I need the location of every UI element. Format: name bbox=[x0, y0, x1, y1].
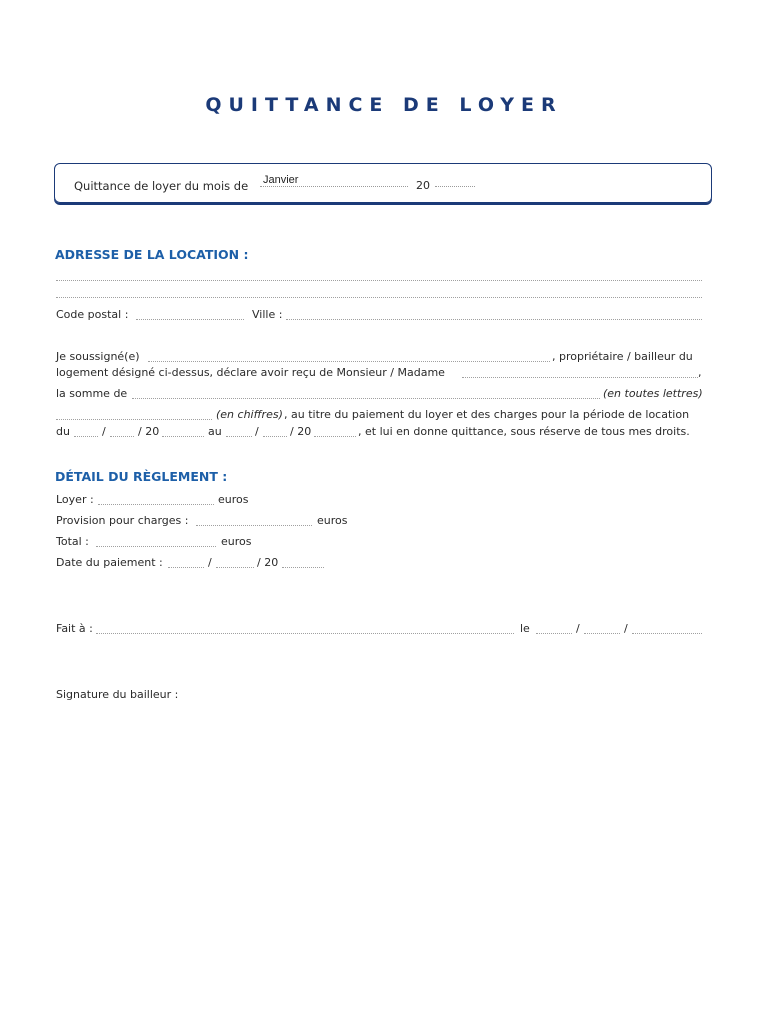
from-day-field[interactable] bbox=[74, 436, 98, 437]
from-year-prefix: / 20 bbox=[138, 425, 160, 438]
to-day-field[interactable] bbox=[226, 436, 252, 437]
city-field[interactable] bbox=[286, 319, 702, 320]
period-from-label: du bbox=[56, 425, 70, 438]
month-field-dots bbox=[260, 186, 408, 187]
total-currency: euros bbox=[221, 535, 252, 548]
charges-currency: euros bbox=[317, 514, 348, 527]
rent-currency: euros bbox=[218, 493, 249, 506]
charges-field[interactable] bbox=[196, 525, 312, 526]
comma: , bbox=[698, 366, 702, 379]
made-on-label: le bbox=[520, 622, 530, 635]
payment-year-field[interactable] bbox=[282, 567, 324, 568]
charges-label: Provision pour charges : bbox=[56, 514, 189, 527]
to-year-field[interactable] bbox=[314, 436, 356, 437]
made-at-field[interactable] bbox=[96, 633, 514, 634]
amount-letters-field[interactable] bbox=[132, 398, 600, 399]
signed-label: Je soussigné(e) bbox=[56, 350, 140, 363]
postal-code-label: Code postal : bbox=[56, 308, 129, 321]
made-at-label: Fait à : bbox=[56, 622, 93, 635]
postal-code-field[interactable] bbox=[136, 319, 244, 320]
amount-label: la somme de bbox=[56, 387, 128, 400]
in-letters-note: (en toutes lettres) bbox=[603, 387, 703, 400]
address-line-2[interactable] bbox=[56, 297, 702, 298]
made-year-field[interactable] bbox=[632, 633, 702, 634]
payment-day-field[interactable] bbox=[168, 567, 204, 568]
to-year-prefix: / 20 bbox=[290, 425, 312, 438]
year-field[interactable] bbox=[435, 186, 475, 187]
signed-name-field[interactable] bbox=[148, 361, 550, 362]
payment-heading: DÉTAIL DU RÈGLEMENT : bbox=[55, 469, 228, 484]
total-label: Total : bbox=[56, 535, 89, 548]
year-prefix: 20 bbox=[416, 179, 430, 192]
total-field[interactable] bbox=[96, 546, 216, 547]
signature-area[interactable] bbox=[56, 706, 376, 826]
slash: / bbox=[576, 622, 580, 635]
payment-month-field[interactable] bbox=[216, 567, 254, 568]
made-day-field[interactable] bbox=[536, 633, 572, 634]
tenant-name-field[interactable] bbox=[462, 377, 698, 378]
slash: / bbox=[624, 622, 628, 635]
owner-suffix: , propriétaire / bailleur du bbox=[552, 350, 693, 363]
amount-figures-field[interactable] bbox=[56, 419, 212, 420]
slash: / bbox=[255, 425, 259, 438]
signature-label: Signature du bailleur : bbox=[56, 688, 179, 701]
month-label: Quittance de loyer du mois de bbox=[74, 179, 249, 193]
rent-label: Loyer : bbox=[56, 493, 94, 506]
closing-text: , et lui en donne quittance, sous réserve de tous mes droits. bbox=[358, 425, 690, 438]
from-month-field[interactable] bbox=[110, 436, 134, 437]
payment-text: , au titre du paiement du loyer et des charges pour la période de location bbox=[284, 408, 690, 421]
rent-field[interactable] bbox=[98, 504, 214, 505]
declaration-line-2: logement désigné ci-dessus, déclare avoir reçu de Monsieur / Madame bbox=[56, 366, 445, 379]
month-field[interactable]: Janvier bbox=[263, 174, 299, 186]
page-title: QUITTANCE DE LOYER bbox=[205, 94, 563, 116]
payment-date-label: Date du paiement : bbox=[56, 556, 163, 569]
address-heading: ADRESSE DE LA LOCATION : bbox=[55, 247, 249, 262]
made-month-field[interactable] bbox=[584, 633, 620, 634]
address-line-1[interactable] bbox=[56, 280, 702, 281]
from-year-field[interactable] bbox=[162, 436, 204, 437]
month-box bbox=[54, 163, 712, 203]
in-figures-note: (en chiffres) bbox=[216, 408, 283, 421]
payment-year-prefix: / 20 bbox=[257, 556, 279, 569]
slash: / bbox=[208, 556, 212, 569]
period-to-label: au bbox=[208, 425, 222, 438]
slash: / bbox=[102, 425, 106, 438]
city-label: Ville : bbox=[252, 308, 283, 321]
to-month-field[interactable] bbox=[263, 436, 287, 437]
